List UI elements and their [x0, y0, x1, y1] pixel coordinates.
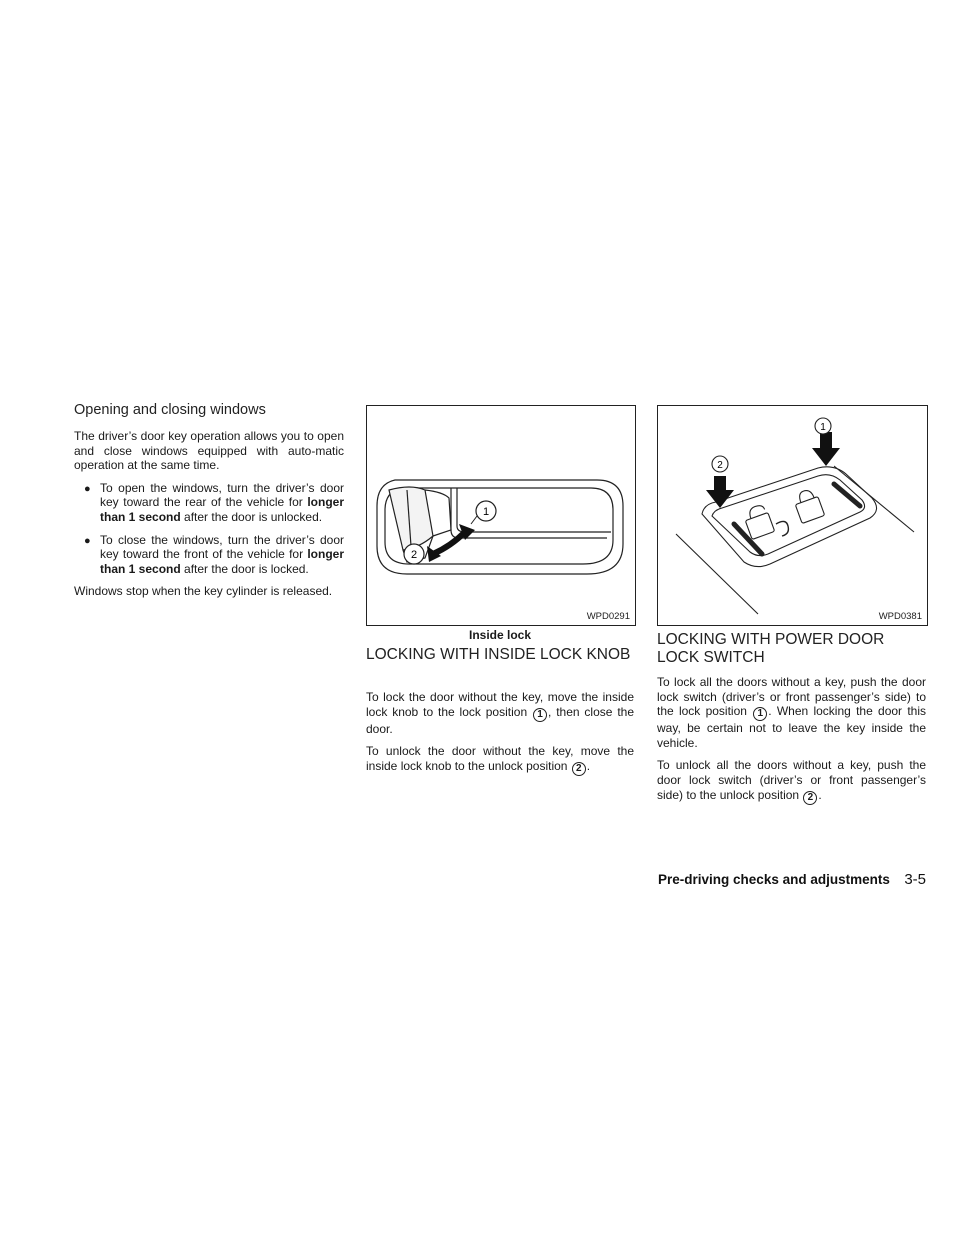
paragraph [366, 744, 634, 776]
circled-number: 2 [803, 791, 817, 805]
power-lock-switch-figure [657, 405, 928, 626]
circled-number: 1 [753, 707, 767, 721]
callout-label-1: 1 [482, 506, 490, 518]
bullet-text-post: after the door is unlocked. [180, 509, 323, 524]
callout-label-2: 2 [717, 460, 723, 471]
section-heading-inside-lock: LOCKING WITH INSIDE LOCK KNOB [366, 646, 631, 663]
paragraph [657, 758, 926, 804]
figure-code: WPD0381 [878, 611, 922, 622]
bullet-text-bold: longer than 1 second [100, 547, 344, 576]
circled-number: 2 [572, 762, 586, 776]
callout-label-1: 1 [820, 422, 826, 433]
intro-paragraph: The driver’s door key operation allows you to open and close windows equipped with auto-matic operation at the same time. [74, 429, 344, 473]
paragraph-text: . [586, 758, 591, 773]
section-heading-power-lock: LOCKING WITH POWER DOOR LOCK SWITCH [657, 631, 885, 666]
page-footer [658, 871, 926, 889]
bullet-text-pre: To close the windows, turn the driver’s door key toward the front of the vehicle for [100, 532, 344, 562]
bullet-text-post: after the door is locked. [180, 561, 309, 576]
inside-lock-figure [366, 405, 636, 626]
list-item [74, 533, 344, 577]
paragraph-text: , then close the door. [366, 704, 635, 736]
callout-label-2: 2 [410, 549, 418, 561]
list-item [74, 481, 344, 525]
page-number: 3-5 [904, 871, 926, 888]
paragraph-text: . When locking the door this way, be certain not to leave the key inside the vehicle. [657, 704, 927, 750]
paragraph-text: To lock the door without the key, move the inside lock knob to the lock position [366, 690, 634, 719]
paragraph [657, 675, 926, 750]
bullet-text-pre: To open the windows, turn the driver’s door key toward the rear of the vehicle for [100, 480, 344, 510]
paragraph-text: To unlock the door without the key, move the inside lock knob to the unlock position [366, 744, 634, 773]
paragraph [366, 690, 634, 736]
circled-number: 1 [533, 708, 547, 722]
paragraph-text: To lock all the doors without a key, push the door lock switch (driver’s or front passenger’s side) to the lock position [657, 675, 926, 719]
middle-column-text [366, 690, 634, 784]
paragraph-text: . [818, 787, 822, 802]
figure-code: WPD0291 [586, 611, 630, 622]
lock-switch-illustration [658, 406, 927, 625]
left-column-text [74, 429, 344, 607]
bullet-text-bold: longer than 1 second [100, 495, 344, 524]
figure-caption: Inside lock [468, 628, 532, 642]
bullet-icon: ● [84, 482, 91, 495]
bullet-icon: ● [84, 534, 91, 547]
section-heading-windows: Opening and closing windows [74, 402, 266, 418]
footer-section-title: Pre-driving checks and adjustments [658, 872, 890, 887]
right-column-text [657, 675, 926, 813]
paragraph-text: To unlock all the doors without a key, push the door lock switch (driver’s or front passenger’s side) to the unlock position [657, 758, 926, 802]
closing-paragraph: Windows stop when the key cylinder is released. [74, 584, 333, 599]
door-handle-illustration [367, 406, 635, 625]
